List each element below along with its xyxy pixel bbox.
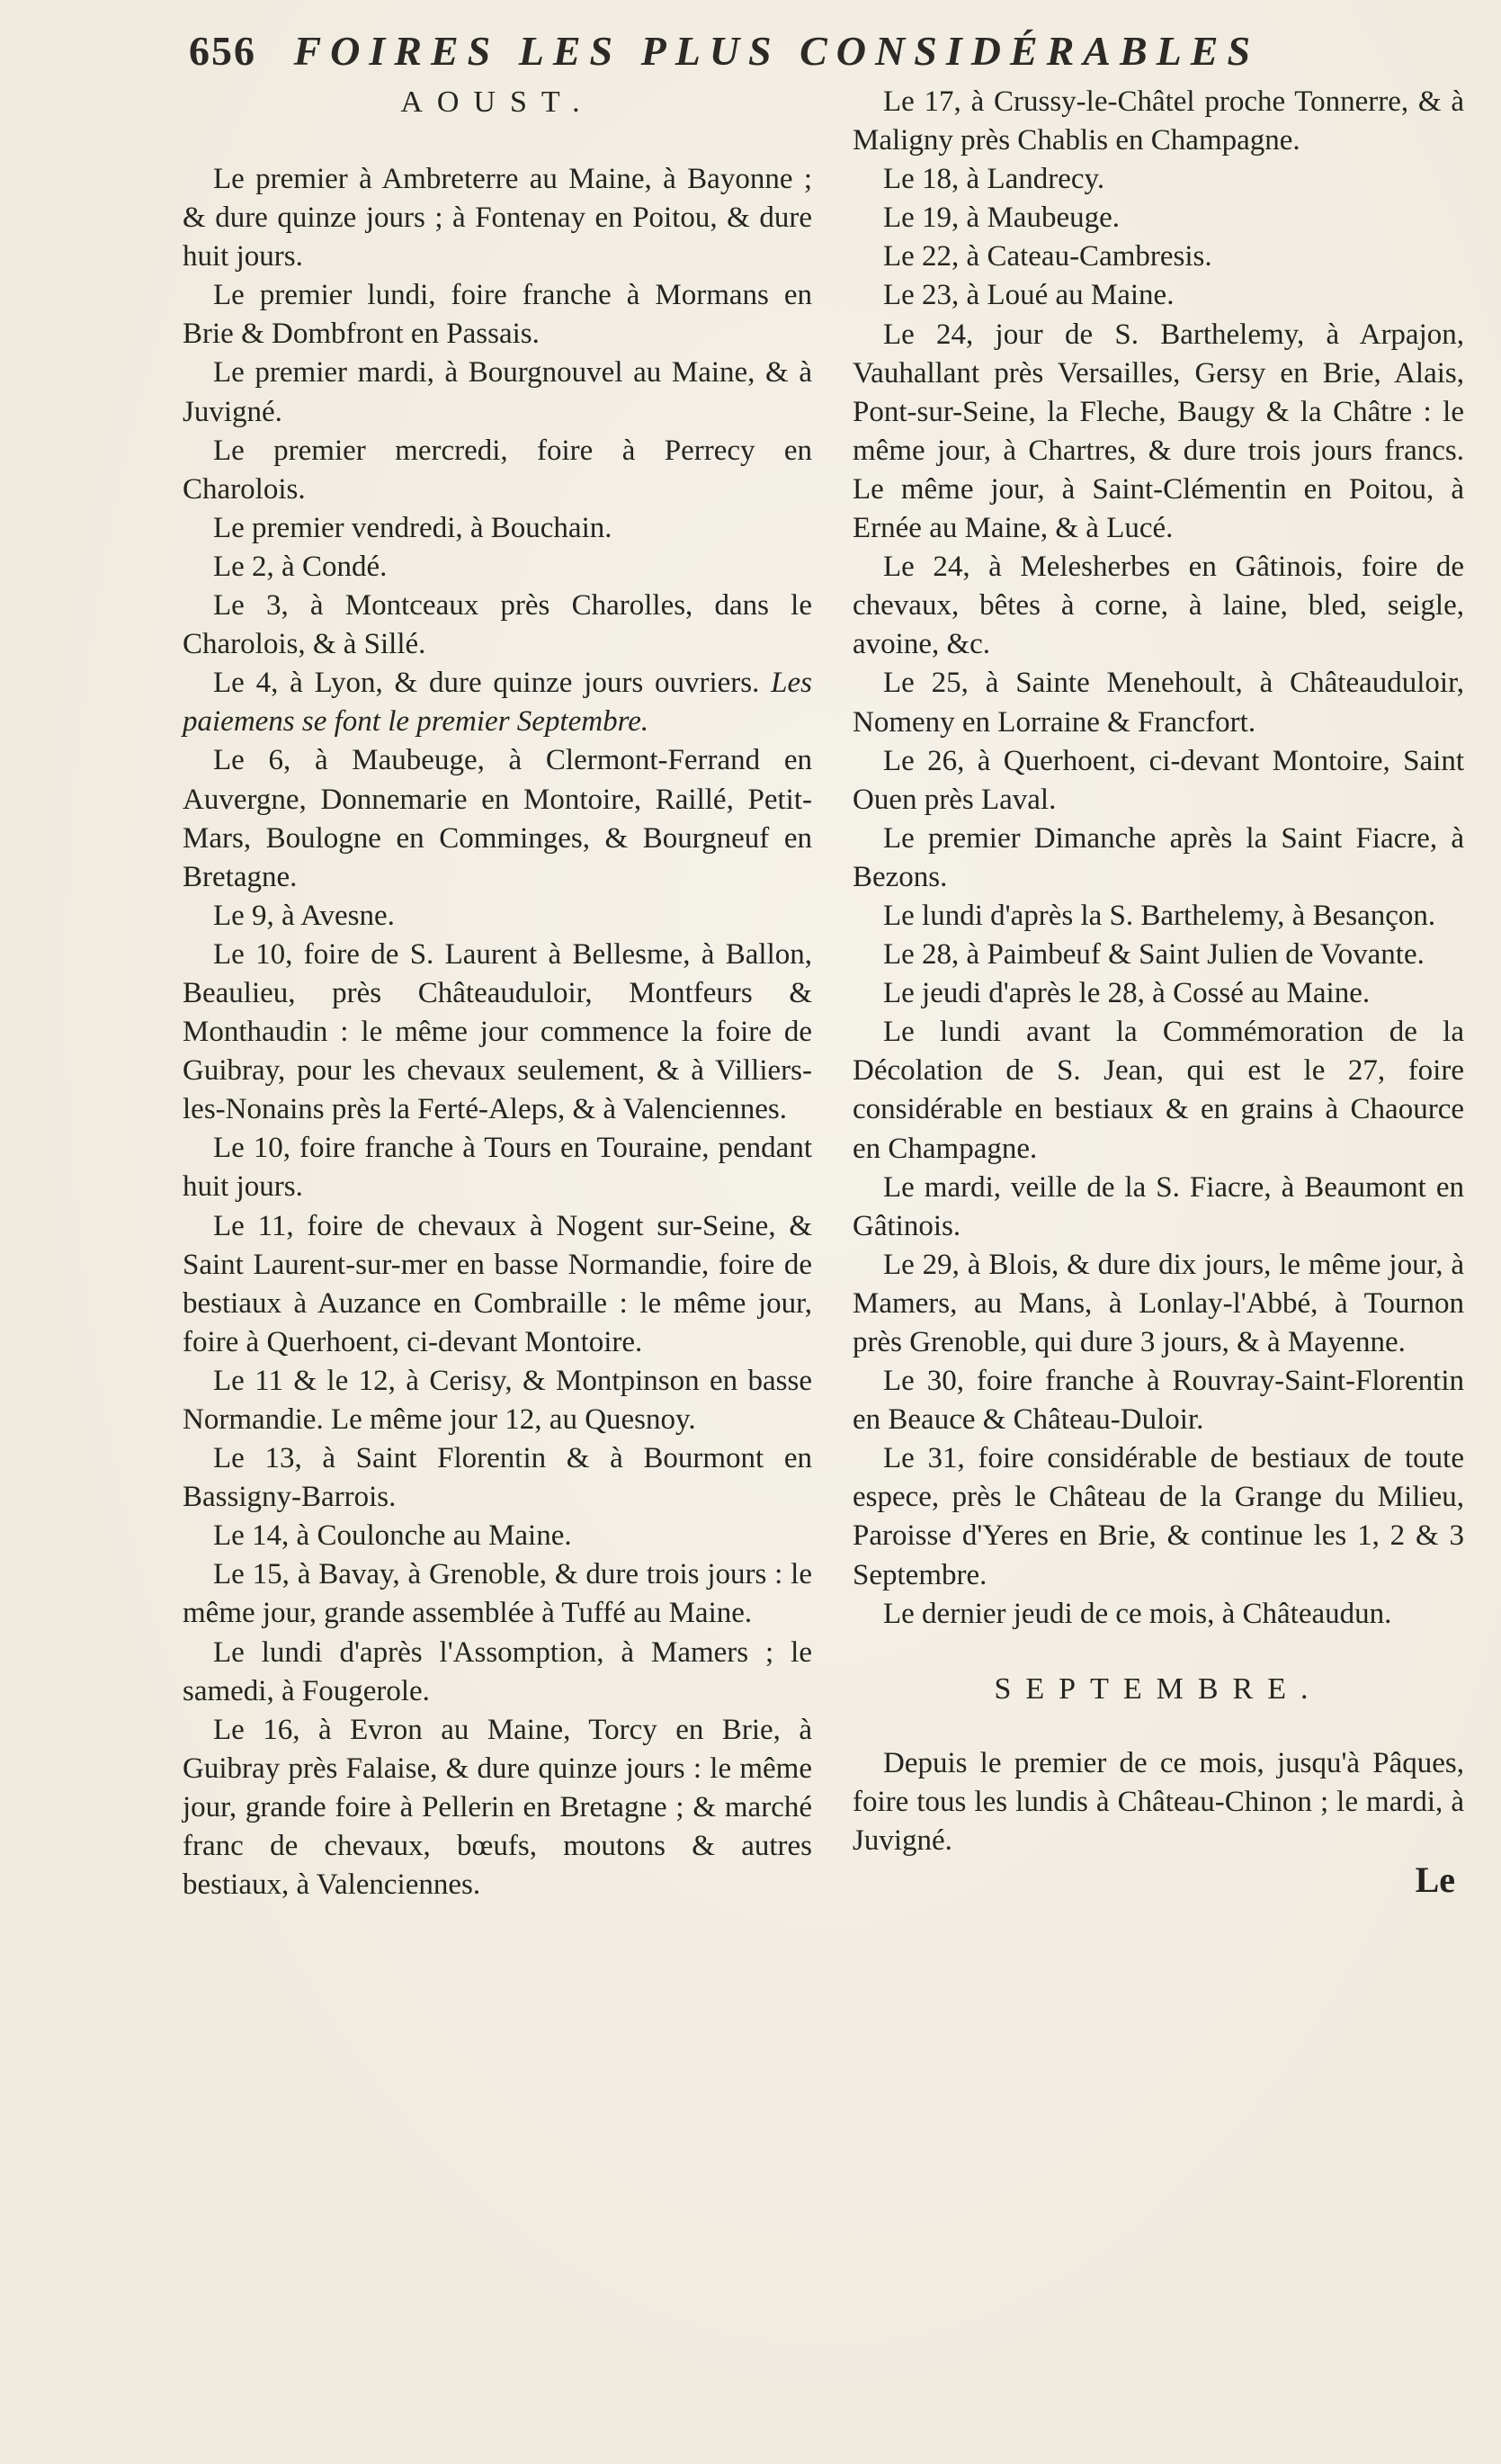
month-heading-aout: AOUST. [400,85,594,119]
fair-entry: Le 22, à Cateau-Cambresis. [883,240,1212,273]
fair-entry: Le 17, à Crussy-le-Châtel proche Tonnerre, & à Maligny près Chablis en Champagne. [853,85,1464,157]
fair-entry: Le 24, jour de S. Barthelemy, à Arpajon, Vauhallant près Versailles, Gersy en Brie, Alais, Pont-sur-Seine, la Fleche, Baugy & la Châtre : le même jour, à Chartres, & dure trois jours francs. Le même jour, à Saint-Clémentin en Poitou, à Ernée au Maine, & à Lucé. [853,318,1464,545]
fair-entry: Le premier lundi, foire franche à Mormans en Brie & Dombfront en Passais. [183,279,812,351]
fair-entry: Le 19, à Maubeuge. [883,202,1120,235]
fair-entry: Le 3, à Montceaux près Charolles, dans le Charolois, & à Sillé. [183,589,812,661]
running-head [189,27,1430,81]
fair-entry: Le lundi d'après l'Assomption, à Mamers ; le samedi, à Fougerole. [183,1635,812,1707]
fair-entry: Le 6, à Maubeuge, à Clermont-Ferrand en Auvergne, Donnemarie en Montoire, Raillé, Petit-Mars, Boulogne en Comminges, & Bourgneuf en Bretagne. [183,744,812,893]
fair-entry: Le 15, à Bavay, à Grenoble, & dure trois jours : le même jour, grande assemblée à Tuffé au Maine. [183,1558,812,1630]
fair-entry: Le 11 & le 12, à Cerisy, & Montpinson en basse Normandie. Le même jour 12, au Quesnoy. [183,1364,812,1436]
fair-entry: Le 11, foire de chevaux à Nogent sur-Seine, & Saint Laurent-sur-mer en basse Normandie, foire de bestiaux à Auzance en Combraille : le même jour, foire à Querhoent, ci-devant Montoire. [183,1209,812,1358]
fair-entry: Le premier Dimanche après la Saint Fiacre, à Bezons. [853,821,1464,893]
page-title: FOIRES LES PLUS CONSIDÉRABLES [293,28,1260,74]
fair-entry: Le 31, foire considérable de bestiaux de toute espece, près le Château de la Grange du Milieu, Paroisse d'Yeres en Brie, & continue les 1, 2 & 3 Septembre. [853,1442,1464,1591]
fair-entry: Le 16, à Evron au Maine, Torcy en Brie, à Guibray près Falaise, & dure quinze jours : le même jour, grande foire à Pellerin en Bretagne ; & marché franc de chevaux, bœufs, moutons & autres bestiaux, à Valenciennes. [183,1713,812,1902]
payment-note: Les paiemens se font le premier Septembre. [183,667,813,739]
fair-entry: Le 18, à Landrecy. [883,163,1105,196]
fair-entry: Le premier vendredi, à Bouchain. [213,511,612,544]
fair-entry: Le 10, foire de S. Laurent à Bellesme, à Ballon, Beaulieu, près Châteauduloir, Montfeurs & Monthaudin : le même jour commence la foire de Guibray, pour les chevaux seulement, & à Villiers-les-Nonains près la Ferté-Aleps, & à Valenciennes. [183,937,812,1126]
page-number: 656 [189,28,256,74]
fair-entry: Le 10, foire franche à Tours en Touraine, pendant huit jours. [183,1132,812,1204]
fair-entry: Le 29, à Blois, & dure dix jours, le même jour, à Mamers, au Mans, à Lonlay-l'Abbé, à Tournon près Grenoble, qui dure 3 jours, & à Mayenne. [853,1248,1464,1358]
fair-entry: Le 2, à Condé. [213,550,388,583]
fair-entry: Le 30, foire franche à Rouvray-Saint-Florentin en Beauce & Château-Duloir. [853,1365,1464,1437]
fair-entry: Le mardi, veille de la S. Fiacre, à Beaumont en Gâtinois. [853,1170,1464,1242]
fair-entry [183,664,812,741]
month-heading-septembre: SEPTEMBRE. [994,1671,1323,1706]
fair-entry: Le lundi avant la Commémoration de la Décolation de S. Jean, qui est le 27, foire considérable en bestiaux & en grains à Chaource en Champagne. [853,1016,1464,1165]
fair-entry: Le 28, à Paimbeuf & Saint Julien de Vovante. [883,938,1425,972]
fair-entry: Le 14, à Coulonche au Maine. [213,1519,572,1553]
fair-entry: Le 23, à Loué au Maine. [883,279,1175,312]
fair-entry: Le 9, à Avesne. [213,899,395,932]
fair-entry: Le dernier jeudi de ce mois, à Châteaudun. [883,1597,1392,1630]
fair-entry: Le 25, à Sainte Menehoult, à Châteauduloir, Nomeny en Lorraine & Francfort. [853,667,1464,739]
fair-entry: Le premier mardi, à Bourgnouvel au Maine, & à Juvigné. [183,356,812,428]
fair-entry: Le 26, à Querhoent, ci-devant Montoire, Saint Ouen près Laval. [853,744,1464,816]
fair-entry: Le lundi d'après la S. Barthelemy, à Besançon. [883,899,1436,932]
fair-entry: Le premier à Ambreterre au Maine, à Bayonne ; & dure quinze jours ; à Fontenay en Poitou, & dure huit jours. [183,163,812,273]
right-column [853,83,1464,1901]
fair-entry: Le 24, à Melesherbes en Gâtinois, foire de chevaux, bêtes à corne, à laine, bled, seigle, avoine, &c. [853,551,1464,661]
fair-entry: Le jeudi d'après le 28, à Cossé au Maine. [883,977,1371,1010]
catchword: Le [1415,1859,1455,1901]
fair-entry-text: Le 4, à Lyon, & dure quinze jours ouvriers. [213,667,760,700]
left-column [183,83,812,1904]
fair-entry: Le premier mercredi, foire à Perrecy en Charolois. [183,434,812,506]
fair-entry: Le 13, à Saint Florentin & à Bourmont en Bassigny-Barrois. [183,1442,812,1514]
fair-entry: Depuis le premier de ce mois, jusqu'à Pâques, foire tous les lundis à Château-Chinon ; le mardi, à Juvigné. [853,1746,1464,1857]
